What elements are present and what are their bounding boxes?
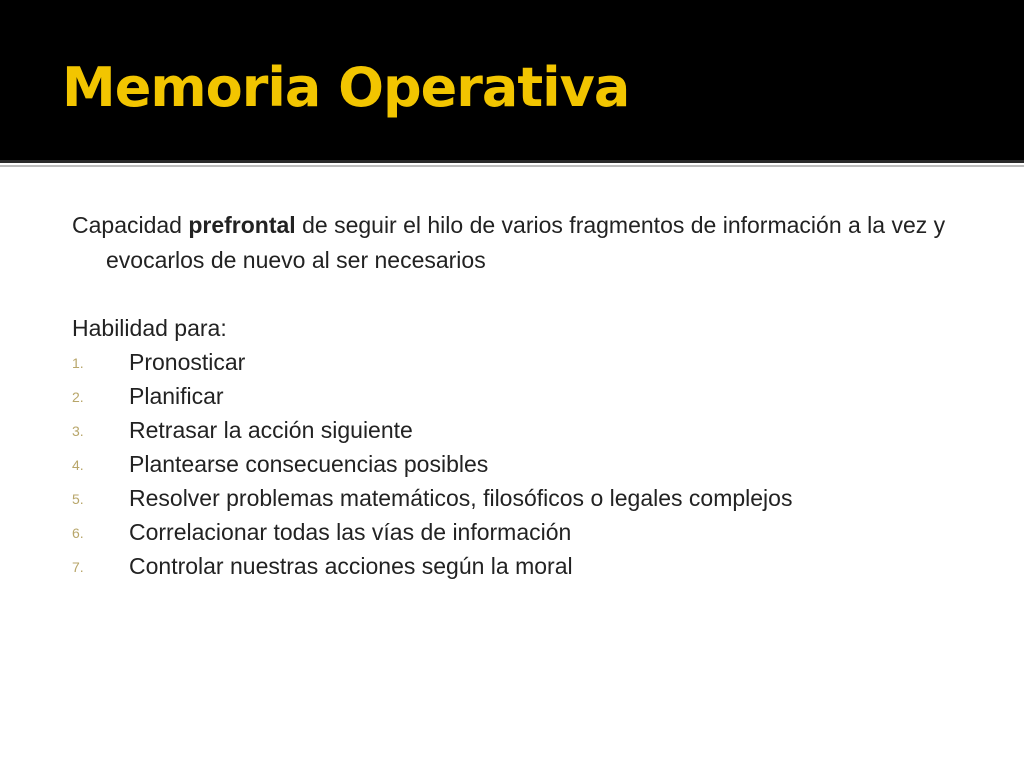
title-bar xyxy=(0,0,1024,160)
skill-number: 6. xyxy=(72,525,84,541)
skill-item xyxy=(72,515,972,549)
skill-item xyxy=(72,447,972,481)
skill-item xyxy=(72,481,972,515)
intro-suffix: de seguir el hilo de varios fragmentos de información a la vez y evocarlos de nuevo al ser necesarios xyxy=(106,212,946,273)
skill-number: 7. xyxy=(72,559,84,575)
title-divider-light xyxy=(0,165,1024,167)
skills-heading: Habilidad para: xyxy=(72,315,227,341)
slide-title: Memoria Operativa xyxy=(62,56,630,119)
intro-emphasis: prefrontal xyxy=(188,212,296,238)
skill-text: Planificar xyxy=(129,383,224,409)
intro-prefix: Capacidad xyxy=(72,212,182,238)
skill-number: 3. xyxy=(72,423,84,439)
skill-item xyxy=(72,379,972,413)
skill-item xyxy=(72,345,972,379)
skill-text: Correlacionar todas las vías de información xyxy=(129,519,572,545)
skill-number: 2. xyxy=(72,389,84,405)
skill-item xyxy=(72,413,972,447)
skill-text: Controlar nuestras acciones según la moral xyxy=(129,553,573,579)
skill-text: Plantearse consecuencias posibles xyxy=(129,451,489,477)
skill-item xyxy=(72,549,972,583)
skills-list xyxy=(72,345,972,583)
skill-text: Retrasar la acción siguiente xyxy=(129,417,413,443)
skill-text: Resolver problemas matemáticos, filosóficos o legales complejos xyxy=(129,485,793,511)
title-divider-dark xyxy=(0,160,1024,163)
skill-number: 4. xyxy=(72,457,84,473)
skill-number: 1. xyxy=(72,355,84,371)
skill-text: Pronosticar xyxy=(129,349,246,375)
skill-number: 5. xyxy=(72,491,84,507)
intro-paragraph xyxy=(72,208,972,278)
slide-content xyxy=(72,208,972,583)
